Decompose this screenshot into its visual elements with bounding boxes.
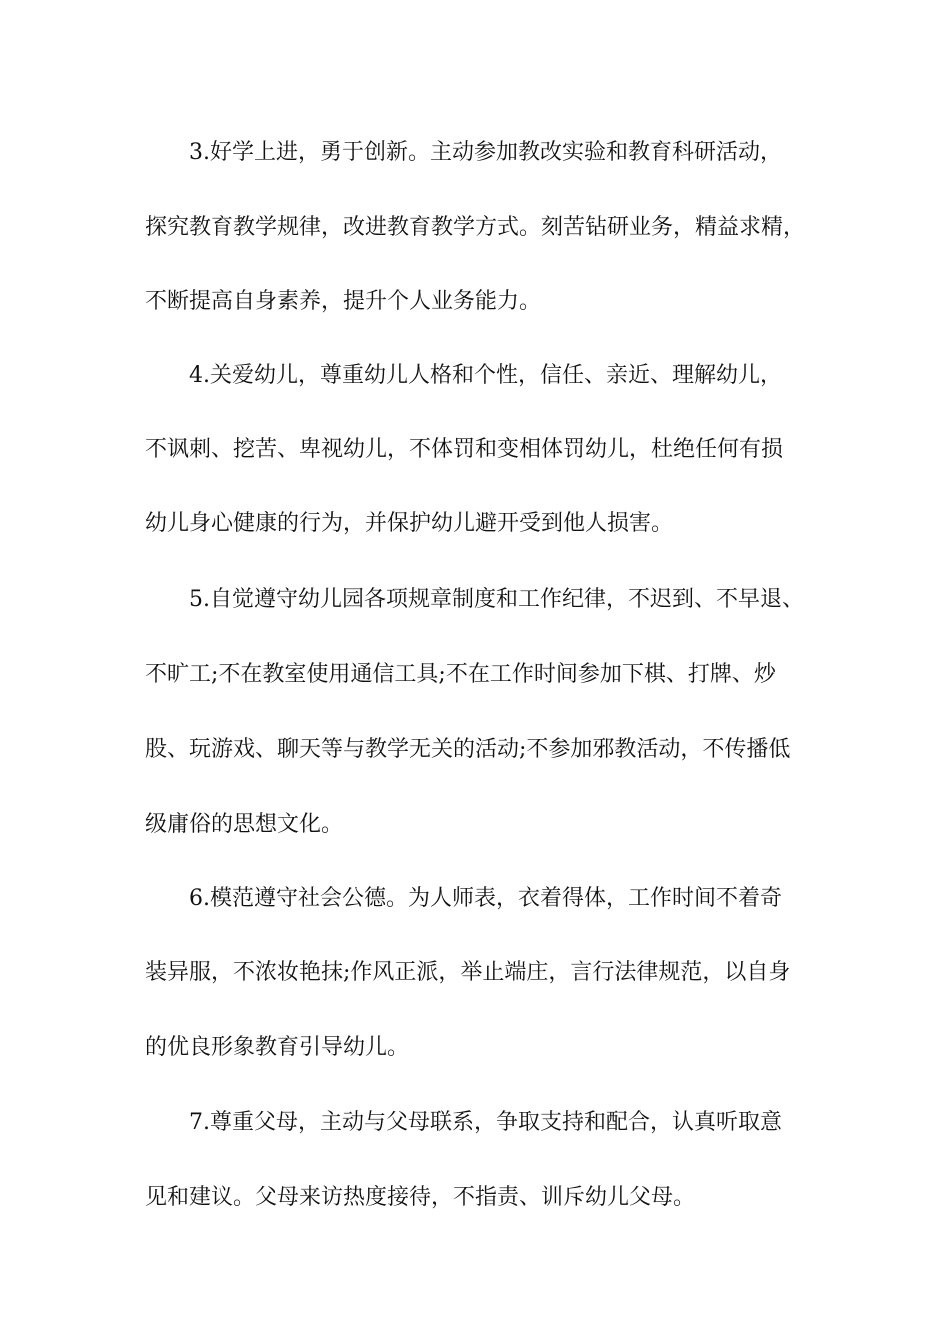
paragraph-line: 见和建议。父母来访热度接待，不指责、训斥幼儿父母。 (145, 1185, 696, 1210)
paragraph-line: 不断提高自身素养，提升个人业务能力。 (145, 289, 542, 314)
paragraph-line: 装异服，不浓妆艳抹;作风正派，举止端庄，言行法律规范，以自身 (145, 960, 791, 985)
paragraph-line: 不讽刺、挖苦、卑视幼儿，不体罚和变相体罚幼儿，杜绝任何有损 (145, 437, 784, 462)
paragraph-line: 股、玩游戏、聊天等与教学无关的活动;不参加邪教活动，不传播低 (145, 737, 791, 762)
paragraph-line: 幼儿身心健康的行为，并保护幼儿避开受到他人损害。 (145, 511, 674, 536)
paragraph-line: 级庸俗的思想文化。 (145, 812, 344, 837)
paragraph-line: 3.好学上进，勇于创新。主动参加教改实验和教育科研活动， (189, 140, 782, 165)
paragraph-line: 的优良形象教育引导幼儿。 (145, 1035, 410, 1060)
paragraph-line: 不旷工;不在教室使用通信工具;不在工作时间参加下棋、打牌、炒 (145, 662, 776, 687)
paragraph-line: 探究教育教学规律，改进教育教学方式。刻苦钻研业务，精益求精， (145, 215, 806, 240)
paragraph-line: 4.关爱幼儿，尊重幼儿人格和个性，信任、亲近、理解幼儿， (189, 363, 782, 388)
paragraph-line: 5.自觉遵守幼儿园各项规章制度和工作纪律，不迟到、不早退、 (189, 587, 804, 612)
paragraph-line: 6.模范遵守社会公德。为人师表，衣着得体，工作时间不着奇 (189, 886, 782, 911)
paragraph-line: 7.尊重父母，主动与父母联系，争取支持和配合，认真听取意 (189, 1110, 782, 1135)
